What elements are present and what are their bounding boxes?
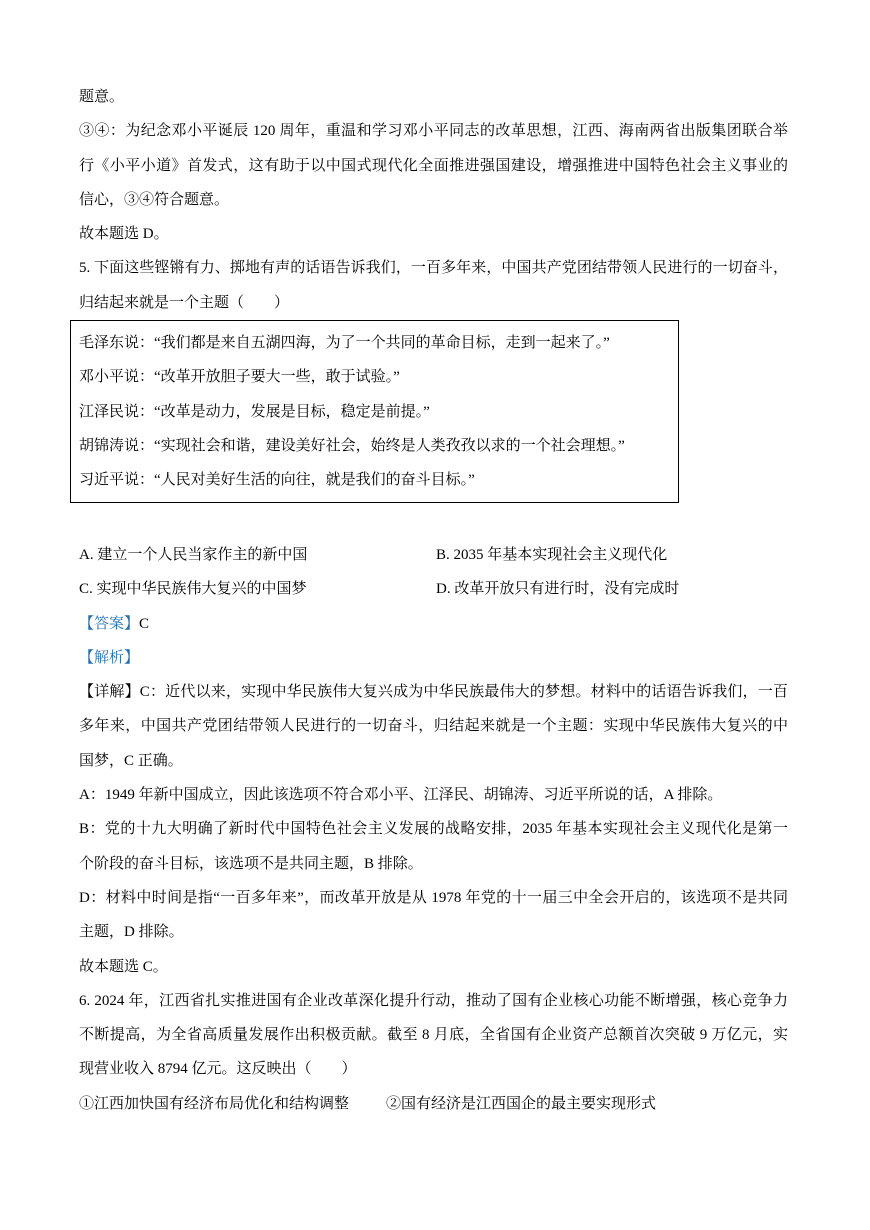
choice-1: ①江西加快国有经济布局优化和结构调整 — [79, 1095, 350, 1112]
detail-line: 多年来，中国共产党团结带领人民进行的一切奋斗，归结起来就是一个主题：实现中华民族伟大复兴的中 — [79, 718, 788, 735]
quote-line: 习近平说：“人民对美好生活的向往，就是我们的奋斗目标。” — [79, 472, 475, 489]
option-b: B. 2035 年基本实现社会主义现代化 — [436, 546, 668, 563]
choice-2: ②国有经济是江西国企的最主要实现形式 — [386, 1095, 657, 1112]
detail-line: 个阶段的奋斗目标，该选项不是共同主题，B 排除。 — [79, 855, 423, 872]
question-stem-line: 不断提高，为全省高质量发展作出积极贡献。截至 8 月底，全省国有企业资产总额首次突破 9 万亿元，实 — [79, 1027, 788, 1044]
detail-line: 国梦，C 正确。 — [79, 752, 183, 769]
detail-line: D：材料中时间是指“一百多年来”，而改革开放是从 1978 年党的十一届三中全会开启的，该选项不是共同 — [79, 889, 788, 906]
conclusion-line: 故本题选 D。 — [79, 226, 169, 243]
detail-text: C：近代以来，实现中华民族伟大复兴成为中华民族最伟大的梦想。材料中的话语告诉我们，一百 — [139, 684, 788, 701]
option-c: C. 实现中华民族伟大复兴的中国梦 — [79, 581, 307, 598]
previous-analysis — [79, 80, 788, 251]
quote-line: 邓小平说：“改革开放胆子要大一些，敢于试验。” — [79, 369, 400, 386]
detail-block — [79, 675, 788, 984]
text-line: 题意。 — [79, 89, 125, 105]
quote-box — [70, 320, 679, 502]
question-stem-line: 现营业收入 8794 亿元。这反映出（ ） — [79, 1061, 357, 1078]
analysis-line — [79, 641, 788, 675]
detail-tag: 【详解】 — [79, 684, 140, 701]
answer-tag: 【答案】 — [79, 615, 140, 632]
text-line: 行《小平小道》首发式，这有助于以中国式现代化全面推进强国建设，增强推进中国特色社会主义事业的 — [79, 157, 788, 174]
detail-line: A：1949 年新中国成立，因此该选项不符合邓小平、江泽民、胡锦涛、习近平所说的话，A 排除。 — [79, 787, 723, 804]
detail-line: 主题，D 排除。 — [79, 924, 184, 941]
question-stem-line: 6. 2024 年，江西省扎实推进国有企业改革深化提升行动，推动了国有企业核心功能不断增强，核心竞争力 — [79, 992, 788, 1009]
quote-line: 江泽民说：“改革是动力，发展是目标，稳定是前提。” — [79, 403, 430, 420]
options-row — [79, 538, 788, 572]
choices-line — [79, 1087, 788, 1121]
question-stem-line: 归结起来就是一个主题（ ） — [79, 294, 290, 311]
detail-line — [79, 675, 788, 709]
answer-line — [79, 607, 788, 641]
document-page — [79, 80, 788, 1121]
conclusion-line: 故本题选 C。 — [79, 958, 168, 975]
analysis-tag: 【解析】 — [79, 649, 140, 666]
question-6 — [79, 984, 788, 1121]
option-d: D. 改革开放只有进行时，没有完成时 — [436, 581, 680, 598]
question-5 — [79, 251, 788, 983]
answer-options — [79, 538, 788, 607]
text-line: 信心，③④符合题意。 — [79, 191, 230, 208]
text-line: ③④：为纪念邓小平诞辰 120 周年，重温和学习邓小平同志的改革思想，江西、海南两省出版集团联合举 — [79, 123, 788, 140]
options-row — [79, 572, 788, 606]
answer-value: C — [139, 615, 150, 632]
detail-line: B：党的十九大明确了新时代中国特色社会主义发展的战略安排，2035 年基本实现社会主义现代化是第一 — [79, 821, 788, 838]
question-stem-line: 5. 下面这些铿锵有力、掷地有声的话语告诉我们，一百多年来，中国共产党团结带领人民进行的一切奋斗， — [79, 260, 788, 277]
option-a: A. 建立一个人民当家作主的新中国 — [79, 546, 308, 563]
quote-line: 毛泽东说：“我们都是来自五湖四海，为了一个共同的革命目标，走到一起来了。” — [79, 335, 610, 352]
quote-line: 胡锦涛说：“实现社会和谐，建设美好社会，始终是人类孜孜以求的一个社会理想。” — [79, 437, 625, 454]
